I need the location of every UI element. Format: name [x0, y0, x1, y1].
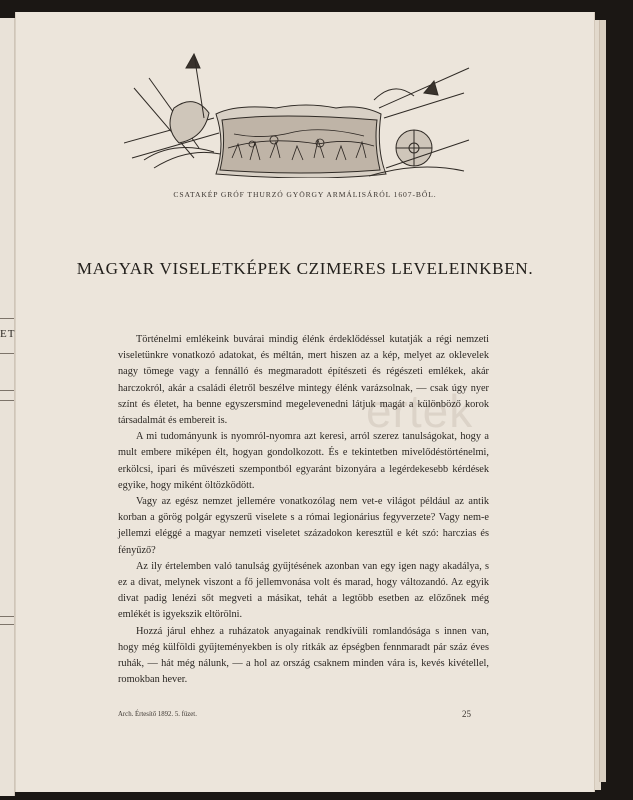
book-page — [15, 12, 594, 792]
page-edge — [599, 20, 606, 782]
paragraph: Vagy az egész nemzet jellemére vonatkozólag nem vet-e világot például az antik korban a görög polgár egyszerű viselete s a római legionárius fegyverzete? Vagy nem-e jellemzi eléggé a magyar nemzeti viseletet századokon keresztül e két szó: harczias és fényűző? — [118, 496, 489, 556]
article-body — [118, 332, 489, 688]
article-title: MAGYAR VISELETKÉPEK CZIMERES LEVELEINKBEN. — [76, 259, 534, 278]
left-page-rule — [0, 400, 14, 401]
paragraph: Hozzá járul ehhez a ruházatok anyagainak rendkívüli romlandósága s innen van, hogy még külföldi gyűjteményekben is oly ritkák az épségben fennmaradt pár száz éves ruhák, — hát még nálunk, — a hol az ország csaknem minden vára is, kevés kivétellel, romokban hever. — [118, 625, 489, 686]
left-page-rule — [0, 624, 14, 625]
left-page-rule — [0, 390, 14, 391]
paragraph: Az ily értelemben való tanulság gyűjtésének azonban van egy igen nagy akadálya, s ez a divat, melynek viszont a fő jellemvonása volt és marad, hogy változandó. Az egyik divat padig lenézi sőt megveti a másikat, tehát a legtöbb esetben az előzőnek még emlékét is igyekszik eltörölni. — [118, 560, 489, 621]
left-page-edge — [0, 18, 15, 796]
paragraph: A mi tudományunk is nyomról-nyomra azt keresi, arról szerez tanulságokat, hogy a mult embere miképen élt, hogyan gondolkozott. És e tekintetben mivelődéstörténelmi, erkölcsi, ipari és művészeti szempontból egyaránt bizonyára a legérdekesebb kérdések egyike, hogy miként öltözködött. — [118, 431, 489, 491]
battle-scene-engraving-icon — [124, 48, 474, 178]
page-footer — [118, 711, 489, 718]
page-number: 25 — [462, 709, 471, 719]
paragraph: Történelmi emlékeink buvárai mindig élénk érdeklődéssel kutatják a régi nemzeti viseletünkre vonatkozó adatokat, és méltán, mert hiszen az a kép, melyet az oklevelek nagy tömege vagy a fennálló és megmaradott építészeti és régészeti emlékek, akár harczokról, akár a családi életről beszélve mintegy élénk varázsolnak, — csak úgy nyer színt és életet, ha benne egyszersmind megelevenedni látjuk magát a különböző korok társadalmát és embereit is. — [118, 334, 489, 427]
journal-reference: Arch. Értesítő 1892. 5. füzet. — [118, 711, 197, 718]
watermark: ertek — [366, 385, 474, 437]
left-page-fragment: ET — [0, 328, 16, 340]
left-page-rule — [0, 616, 14, 617]
engraving-caption: CSATAKÉP GRÓF THURZÓ GYÖRGY ARMÁLISÁRÓL 1607-BŐL. — [173, 190, 437, 199]
left-page-rule — [0, 318, 14, 319]
left-page-rule — [0, 353, 14, 354]
